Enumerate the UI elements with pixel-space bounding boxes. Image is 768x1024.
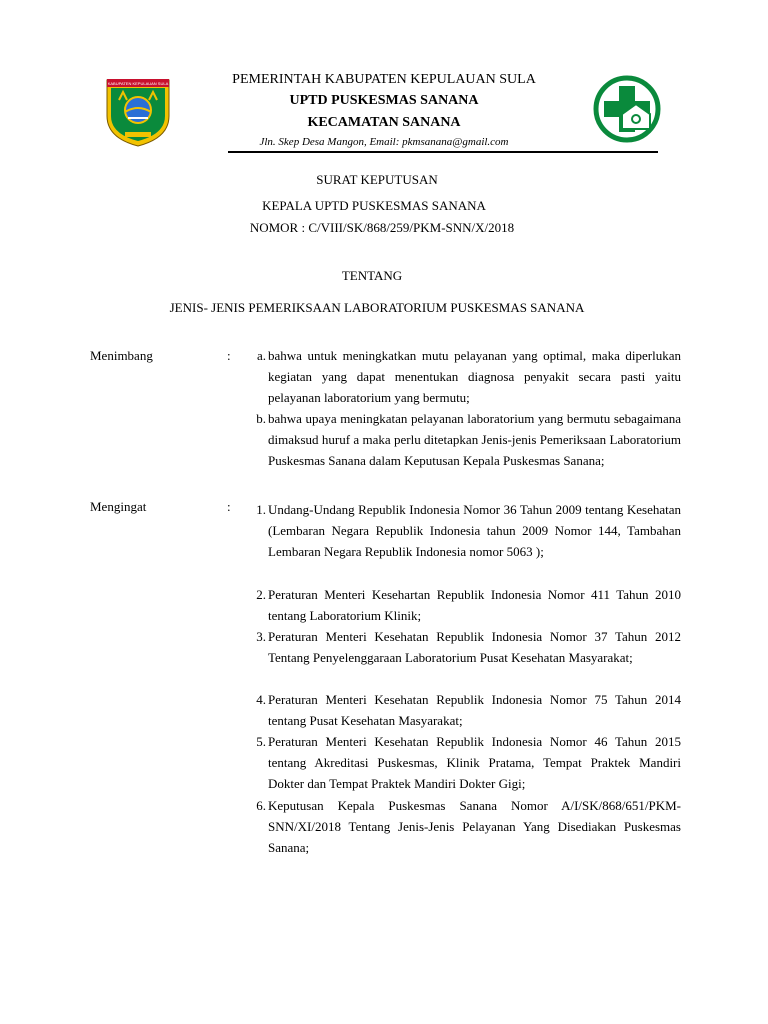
- list-marker: a.: [256, 348, 266, 363]
- list-marker: 5.: [256, 734, 266, 749]
- letterhead-district: KECAMATAN SANANA: [307, 115, 461, 130]
- mengingat-item-4: [240, 689, 681, 731]
- mengingat-item-1: [240, 499, 681, 562]
- letterhead-government: PEMERINTAH KABUPATEN KEPULAUAN SULA: [232, 72, 536, 87]
- mengingat-item-5: [240, 731, 681, 794]
- list-item-text: bahwa untuk meningkatkan mutu pelayanan yang optimal, maka diperlukan kegiatan yang dapat menentukan diagnosa penyakit secara pasti yaitu pelayanan laboratorium yang bermutu;: [268, 348, 681, 405]
- list-marker: 6.: [256, 798, 266, 813]
- mengingat-colon: :: [227, 499, 231, 514]
- decree-about-label: TENTANG: [341, 268, 403, 283]
- decree-subject: JENIS- JENIS PEMERIKSAAN LABORATORIUM PUSKESMAS SANANA: [169, 300, 585, 315]
- list-item-text: Peraturan Menteri Kesehartan Republik Indonesia Nomor 411 Tahun 2010 tentang Laboratorium Klinik;: [268, 587, 681, 623]
- menimbang-item-b: [240, 408, 681, 471]
- svg-text:KABUPATEN KEPULAUAN SULA: KABUPATEN KEPULAUAN SULA: [107, 81, 169, 86]
- letterhead-institution: UPTD PUSKESMAS SANANA: [289, 93, 479, 108]
- list-marker: 3.: [256, 629, 266, 644]
- decree-title: SURAT KEPUTUSAN: [316, 172, 438, 187]
- list-item-text: Peraturan Menteri Kesehatan Republik Indonesia Nomor 37 Tahun 2012 Tentang Penyelenggaraan Laboratorium Pusat Kesehatan Masyarakat;: [268, 629, 681, 665]
- letterhead-address: Jln. Skep Desa Mangon, Email: pkmsanana@gmail.com: [259, 136, 509, 148]
- list-item-text: Keputusan Kepala Puskesmas Sanana Nomor A/I/SK/868/651/PKM-SNN/XI/2018 Tentang Jenis-Jenis Pelayanan Yang Disediakan Puskesmas Sanana;: [268, 798, 681, 855]
- mengingat-item-6: [240, 795, 681, 858]
- list-marker: 2.: [256, 587, 266, 602]
- list-item-text: bahwa upaya meningkatan pelayanan laboratorium yang bermutu sebagaimana dimaksud huruf a maka perlu ditetapkan Jenis-jenis Pemeriksaan Laboratorium Puskesmas Sanana dalam Keputusan Kepala Puskesmas Sanana;: [268, 411, 681, 468]
- mengingat-label: Mengingat: [90, 499, 147, 514]
- list-item-text: Peraturan Menteri Kesehatan Republik Indonesia Nomor 46 Tahun 2015 tentang Akreditasi Puskesmas, Klinik Pratama, Tempat Praktek Mandiri Dokter dan Tempat Praktek Mandiri Dokter Gigi;: [268, 734, 681, 791]
- menimbang-label: Menimbang: [90, 348, 153, 363]
- list-item-text: Undang-Undang Republik Indonesia Nomor 36 Tahun 2009 tentang Kesehatan (Lembaran Negara Republik Indonesia tahun 2009 Nomor 144, Tambahan Lembaran Negara Republik Indonesia nomor 5063 );: [268, 502, 681, 559]
- decree-number: NOMOR : C/VIII/SK/868/259/PKM-SNN/X/2018: [249, 220, 515, 235]
- list-item-text: Peraturan Menteri Kesehatan Republik Indonesia Nomor 75 Tahun 2014 tentang Pusat Kesehatan Masyarakat;: [268, 692, 681, 728]
- regency-emblem-logo: [101, 74, 175, 148]
- list-marker: 4.: [256, 692, 266, 707]
- mengingat-item-2: [240, 584, 681, 626]
- list-marker: 1.: [256, 502, 266, 517]
- letterhead-divider: [228, 151, 658, 153]
- decree-issuer: KEPALA UPTD PUSKESMAS SANANA: [262, 198, 486, 213]
- mengingat-item-3: [240, 626, 681, 668]
- menimbang-item-a: [240, 345, 681, 408]
- puskesmas-logo: [592, 74, 662, 144]
- menimbang-colon: :: [227, 348, 231, 363]
- list-marker: b.: [256, 411, 266, 426]
